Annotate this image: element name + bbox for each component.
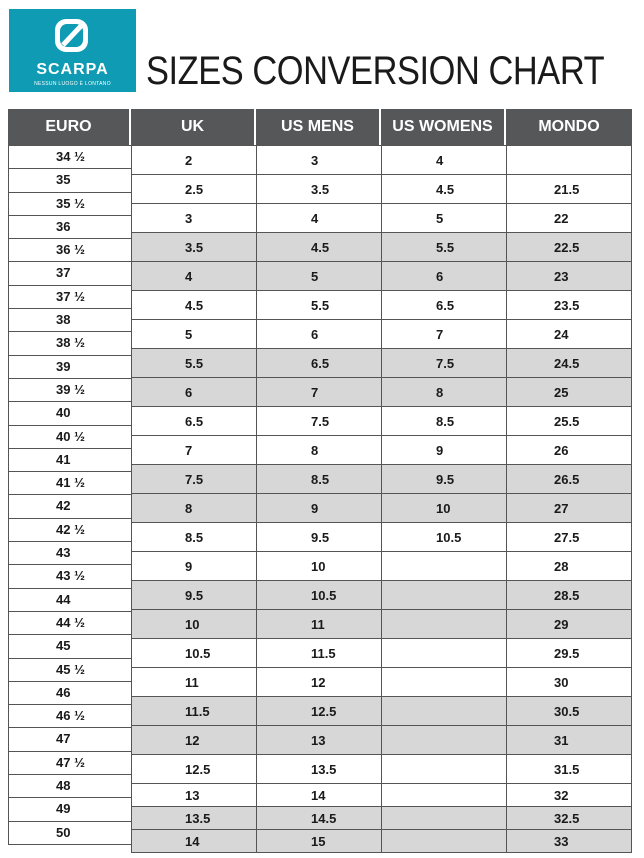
- table-row: [131, 725, 632, 754]
- table-row: [131, 493, 632, 522]
- euro-size-cell: 35 ½: [9, 192, 131, 215]
- cell-uk: 4.5: [131, 291, 256, 319]
- euro-size-cell: 39 ½: [9, 378, 131, 401]
- table-row: [131, 261, 632, 290]
- cell-mondo: 30: [506, 668, 632, 696]
- cell-us-mens: 9.5: [256, 523, 381, 551]
- table-row: [131, 522, 632, 551]
- cell-uk: 4: [131, 262, 256, 290]
- table-row: [131, 174, 632, 203]
- cell-mondo: [506, 146, 632, 174]
- cell-us-womens: [381, 726, 506, 754]
- euro-size-cell: 43: [9, 541, 131, 564]
- cell-mondo: 32: [506, 784, 632, 806]
- euro-size-cell: 34 ½: [9, 145, 131, 168]
- cell-mondo: 33: [506, 830, 632, 852]
- euro-size-cell: 36: [9, 215, 131, 238]
- cell-us-womens: 6: [381, 262, 506, 290]
- cell-us-womens: [381, 552, 506, 580]
- table-row: [131, 464, 632, 493]
- table-row: [131, 638, 632, 667]
- table-row: [131, 145, 632, 174]
- euro-size-cell: 43 ½: [9, 564, 131, 587]
- cell-us-womens: 7.5: [381, 349, 506, 377]
- cell-us-womens: 6.5: [381, 291, 506, 319]
- cell-uk: 5.5: [131, 349, 256, 377]
- table-row: [131, 290, 632, 319]
- cell-us-mens: 5: [256, 262, 381, 290]
- cell-us-mens: 7: [256, 378, 381, 406]
- euro-size-cell: 46: [9, 681, 131, 704]
- table-row: [131, 551, 632, 580]
- cell-mondo: 23: [506, 262, 632, 290]
- cell-us-mens: 8: [256, 436, 381, 464]
- cell-uk: 10: [131, 610, 256, 638]
- euro-size-cell: 45 ½: [9, 658, 131, 681]
- cell-mondo: 28.5: [506, 581, 632, 609]
- cell-uk: 3.5: [131, 233, 256, 261]
- euro-size-cell: 39: [9, 355, 131, 378]
- cell-us-mens: 13: [256, 726, 381, 754]
- cell-us-mens: 7.5: [256, 407, 381, 435]
- euro-size-cell: 36 ½: [9, 238, 131, 261]
- cell-mondo: 26: [506, 436, 632, 464]
- cell-mondo: 31: [506, 726, 632, 754]
- cell-us-womens: [381, 639, 506, 667]
- table-row: [131, 232, 632, 261]
- cell-uk: 8.5: [131, 523, 256, 551]
- euro-column: [8, 145, 131, 845]
- page-title: SIZES CONVERSION CHART: [146, 49, 605, 93]
- cell-uk: 13.5: [131, 807, 256, 829]
- euro-size-cell: 47: [9, 727, 131, 750]
- table-row: [131, 754, 632, 783]
- cell-mondo: 22: [506, 204, 632, 232]
- scarpa-emblem-icon: [9, 9, 136, 64]
- header-us-mens: US MENS: [256, 109, 381, 145]
- cell-uk: 9.5: [131, 581, 256, 609]
- cell-us-mens: 6.5: [256, 349, 381, 377]
- table-row: [131, 829, 632, 852]
- table-row: [131, 696, 632, 725]
- cell-us-womens: 5.5: [381, 233, 506, 261]
- cell-us-womens: 7: [381, 320, 506, 348]
- cell-us-mens: 11: [256, 610, 381, 638]
- cell-uk: 6.5: [131, 407, 256, 435]
- cell-us-womens: 10: [381, 494, 506, 522]
- cell-uk: 3: [131, 204, 256, 232]
- cell-us-womens: [381, 610, 506, 638]
- table-row: [131, 203, 632, 232]
- cell-us-mens: 8.5: [256, 465, 381, 493]
- cell-mondo: 28: [506, 552, 632, 580]
- cell-us-mens: 10: [256, 552, 381, 580]
- cell-mondo: 30.5: [506, 697, 632, 725]
- euro-size-cell: 38 ½: [9, 331, 131, 354]
- cell-us-mens: 11.5: [256, 639, 381, 667]
- euro-size-cell: 50: [9, 821, 131, 844]
- cell-uk: 6: [131, 378, 256, 406]
- table-row: [131, 806, 632, 829]
- cell-mondo: 32.5: [506, 807, 632, 829]
- header-us-womens: US WOMENS: [381, 109, 506, 145]
- scarpa-logo: [9, 9, 136, 92]
- cell-uk: 7: [131, 436, 256, 464]
- cell-uk: 7.5: [131, 465, 256, 493]
- euro-size-cell: 41 ½: [9, 471, 131, 494]
- cell-uk: 9: [131, 552, 256, 580]
- logo-wordmark: SCARPA: [36, 61, 109, 78]
- cell-uk: 12: [131, 726, 256, 754]
- cell-us-womens: 8: [381, 378, 506, 406]
- cell-us-womens: [381, 755, 506, 783]
- cell-uk: 2.5: [131, 175, 256, 203]
- cell-mondo: 31.5: [506, 755, 632, 783]
- cell-uk: 11.5: [131, 697, 256, 725]
- cell-us-mens: 14.5: [256, 807, 381, 829]
- table-row: [131, 435, 632, 464]
- euro-size-cell: 40 ½: [9, 425, 131, 448]
- cell-mondo: 24: [506, 320, 632, 348]
- euro-size-cell: 35: [9, 168, 131, 191]
- table-bottom-border: [131, 852, 632, 853]
- cell-us-mens: 9: [256, 494, 381, 522]
- cell-uk: 11: [131, 668, 256, 696]
- cell-us-womens: [381, 668, 506, 696]
- cell-us-mens: 5.5: [256, 291, 381, 319]
- cell-us-womens: [381, 697, 506, 725]
- cell-us-womens: 5: [381, 204, 506, 232]
- cell-us-mens: 3: [256, 146, 381, 174]
- cell-mondo: 25: [506, 378, 632, 406]
- cell-us-womens: 4: [381, 146, 506, 174]
- cell-mondo: 21.5: [506, 175, 632, 203]
- cell-uk: 10.5: [131, 639, 256, 667]
- table-row: [131, 406, 632, 435]
- cell-uk: 5: [131, 320, 256, 348]
- cell-us-mens: 13.5: [256, 755, 381, 783]
- cell-us-mens: 10.5: [256, 581, 381, 609]
- euro-size-cell: 41: [9, 448, 131, 471]
- cell-mondo: 26.5: [506, 465, 632, 493]
- euro-size-cell: 37: [9, 261, 131, 284]
- euro-size-cell: 46 ½: [9, 704, 131, 727]
- cell-us-mens: 15: [256, 830, 381, 852]
- cell-us-mens: 4.5: [256, 233, 381, 261]
- euro-size-cell: 47 ½: [9, 751, 131, 774]
- cell-uk: 8: [131, 494, 256, 522]
- cell-us-womens: 9.5: [381, 465, 506, 493]
- table-row: [131, 609, 632, 638]
- cell-mondo: 22.5: [506, 233, 632, 261]
- euro-size-cell: 38: [9, 308, 131, 331]
- euro-size-cell: 49: [9, 797, 131, 820]
- cell-mondo: 27: [506, 494, 632, 522]
- euro-size-cell: 37 ½: [9, 285, 131, 308]
- cell-us-womens: 4.5: [381, 175, 506, 203]
- cell-us-womens: [381, 581, 506, 609]
- cell-uk: 14: [131, 830, 256, 852]
- euro-size-cell: 42: [9, 494, 131, 517]
- table-row: [131, 319, 632, 348]
- cell-mondo: 24.5: [506, 349, 632, 377]
- cell-uk: 13: [131, 784, 256, 806]
- euro-size-cell: 40: [9, 401, 131, 424]
- table-row: [131, 667, 632, 696]
- table-row: [131, 580, 632, 609]
- euro-size-cell: 44: [9, 588, 131, 611]
- cell-us-mens: 4: [256, 204, 381, 232]
- euro-size-cell: 45: [9, 634, 131, 657]
- table-row: [131, 783, 632, 806]
- cell-mondo: 23.5: [506, 291, 632, 319]
- cell-mondo: 29: [506, 610, 632, 638]
- logo-tagline: NESSUN LUOGO È LONTANO: [34, 81, 111, 87]
- cell-uk: 12.5: [131, 755, 256, 783]
- cell-us-womens: [381, 830, 506, 852]
- euro-size-cell: 48: [9, 774, 131, 797]
- cell-us-womens: 8.5: [381, 407, 506, 435]
- table-row: [131, 377, 632, 406]
- cell-us-womens: [381, 807, 506, 829]
- cell-us-mens: 3.5: [256, 175, 381, 203]
- cell-us-mens: 6: [256, 320, 381, 348]
- header-uk: UK: [131, 109, 256, 145]
- header-euro: EURO: [8, 109, 131, 145]
- euro-size-cell: 44 ½: [9, 611, 131, 634]
- cell-us-womens: 10.5: [381, 523, 506, 551]
- cell-mondo: 25.5: [506, 407, 632, 435]
- cell-us-mens: 12: [256, 668, 381, 696]
- cell-mondo: 29.5: [506, 639, 632, 667]
- cell-us-womens: [381, 784, 506, 806]
- cell-mondo: 27.5: [506, 523, 632, 551]
- header-mondo: MONDO: [506, 109, 632, 145]
- euro-size-cell: 42 ½: [9, 518, 131, 541]
- cell-us-womens: 9: [381, 436, 506, 464]
- cell-us-mens: 12.5: [256, 697, 381, 725]
- cell-us-mens: 14: [256, 784, 381, 806]
- cell-uk: 2: [131, 146, 256, 174]
- table-row: [131, 348, 632, 377]
